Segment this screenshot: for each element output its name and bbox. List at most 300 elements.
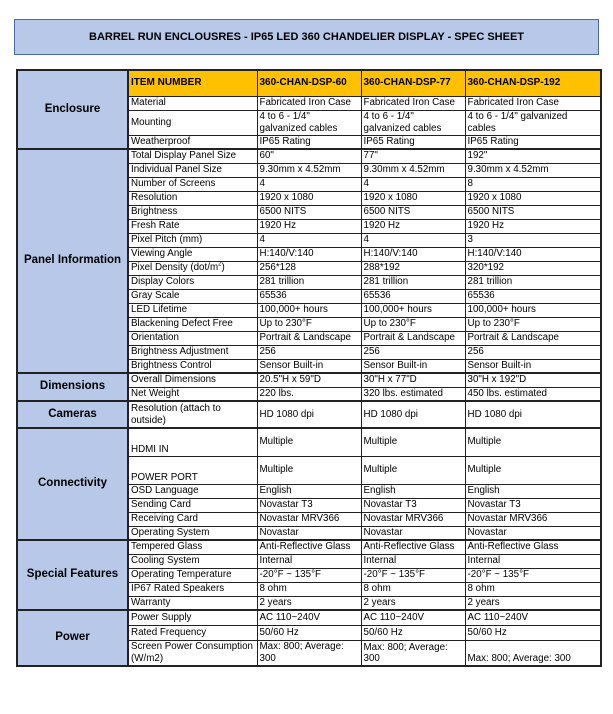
- value-360-chan-dsp-192: [465, 331, 601, 345]
- cell-value: Novastar: [363, 526, 403, 538]
- value-360-chan-dsp-192: [465, 345, 601, 359]
- header-label: ITEM NUMBER: [131, 77, 202, 89]
- row-label: HDMI IN: [131, 443, 169, 455]
- value-360-chan-dsp-77: [361, 205, 465, 219]
- cell-value: 8 ohm: [259, 583, 287, 595]
- row-label-mounting: [128, 110, 257, 135]
- cell-value: Fabricated Iron Case: [259, 97, 351, 109]
- cell-value: 65536: [467, 290, 495, 302]
- cell-value: -20°F ~ 135°F: [363, 569, 425, 581]
- category-label: Enclosure: [44, 102, 101, 115]
- cell-value: 50/60 Hz: [363, 626, 403, 638]
- cell-value: 1920 Hz: [363, 220, 400, 232]
- cell-value: Novastar T3: [467, 499, 521, 511]
- row-label: Gray Scale: [131, 290, 180, 302]
- cell-value: Fabricated Iron Case: [467, 97, 559, 109]
- cell-value: 4 to 6 - 1/4" galvanized cables: [259, 110, 338, 134]
- model-number: 360-CHAN-DSP-60: [259, 77, 347, 89]
- value-360-chan-dsp-77: [361, 317, 465, 331]
- value-360-chan-dsp-192: [465, 233, 601, 247]
- row-label-fresh-rate: [128, 219, 257, 233]
- value-360-chan-dsp-192: [465, 261, 601, 275]
- row-label-led-lifetime: [128, 303, 257, 317]
- value-360-chan-dsp-192: [465, 149, 601, 163]
- row-label: Cooling System: [131, 555, 200, 567]
- value-360-chan-dsp-60: [257, 303, 361, 317]
- value-360-chan-dsp-60: [257, 289, 361, 303]
- row-label-brightness: [128, 205, 257, 219]
- model-number: 360-CHAN-DSP-77: [363, 77, 451, 89]
- cell-value: HD 1080 dpi: [259, 408, 314, 420]
- cell-value: 320*192: [467, 262, 505, 274]
- cell-value: Multiple: [259, 464, 294, 476]
- value-360-chan-dsp-77: [361, 289, 465, 303]
- cell-value: Up to 230°F: [363, 318, 416, 330]
- value-360-chan-dsp-192: [465, 289, 601, 303]
- row-label: Viewing Angle: [131, 248, 193, 260]
- row-label: Sending Card: [131, 499, 191, 511]
- value-360-chan-dsp-192: [465, 401, 601, 428]
- value-360-chan-dsp-77: [361, 554, 465, 568]
- value-360-chan-dsp-77: [361, 526, 465, 540]
- table-row: [17, 428, 601, 456]
- value-360-chan-dsp-192: [465, 247, 601, 261]
- model-number: 360-CHAN-DSP-192: [467, 77, 561, 89]
- cell-value: Novastar T3: [363, 499, 417, 511]
- cell-value: Portrait & Landscape: [467, 332, 559, 344]
- row-label-tempered-glass: [128, 540, 257, 554]
- value-360-chan-dsp-192: [465, 275, 601, 289]
- value-360-chan-dsp-60: [257, 275, 361, 289]
- value-360-chan-dsp-77: [361, 219, 465, 233]
- value-360-chan-dsp-192: [465, 428, 601, 456]
- cell-value: 6500 NITS: [363, 206, 411, 218]
- cell-value: 2 years: [467, 596, 500, 608]
- cell-value: 4: [259, 178, 265, 190]
- row-label-pixel-density-dot-m: [128, 261, 257, 275]
- cell-value: Up to 230°F: [467, 318, 520, 330]
- row-label-material: [128, 96, 257, 110]
- category-label: Panel Information: [23, 254, 122, 267]
- cell-value: IP65 Rating: [467, 135, 519, 147]
- cell-value: 450 lbs. estimated: [467, 387, 548, 399]
- cell-value: 281 trillion: [467, 276, 513, 288]
- cell-value: -20°F ~ 135°F: [467, 569, 529, 581]
- row-label: Resolution: [131, 192, 178, 204]
- value-360-chan-dsp-60: [257, 191, 361, 205]
- value-360-chan-dsp-60: [257, 610, 361, 625]
- row-label: LED Lifetime: [131, 304, 188, 316]
- row-label: Power Supply: [131, 611, 192, 623]
- header-model-360-chan-dsp-192: [465, 70, 601, 96]
- value-360-chan-dsp-77: [361, 456, 465, 484]
- cell-value: Multiple: [363, 464, 398, 476]
- value-360-chan-dsp-192: [465, 640, 601, 666]
- row-label-sending-card: [128, 498, 257, 512]
- value-360-chan-dsp-60: [257, 331, 361, 345]
- cell-value: 281 trillion: [259, 276, 305, 288]
- row-label-power-supply: [128, 610, 257, 625]
- row-label-individual-panel-size: [128, 163, 257, 177]
- cell-value: 220 lbs.: [259, 387, 294, 399]
- value-360-chan-dsp-77: [361, 484, 465, 498]
- value-360-chan-dsp-192: [465, 568, 601, 582]
- value-360-chan-dsp-192: [465, 191, 601, 205]
- value-360-chan-dsp-77: [361, 540, 465, 554]
- category-label: Power: [55, 631, 90, 644]
- row-label: Pixel Pitch (mm): [131, 234, 203, 246]
- cell-value: Novastar MRV366: [259, 513, 340, 525]
- value-360-chan-dsp-192: [465, 135, 601, 149]
- value-360-chan-dsp-60: [257, 233, 361, 247]
- table-row: [17, 149, 601, 163]
- value-360-chan-dsp-60: [257, 596, 361, 610]
- cell-value: HD 1080 dpi: [363, 408, 418, 420]
- header-item-number: [128, 70, 257, 96]
- value-360-chan-dsp-60: [257, 135, 361, 149]
- cell-value: 320 lbs. estimated: [363, 387, 444, 399]
- value-360-chan-dsp-60: [257, 345, 361, 359]
- cell-value: Portrait & Landscape: [259, 332, 351, 344]
- cell-value: 1920 Hz: [467, 220, 504, 232]
- category-label: Connectivity: [37, 477, 107, 490]
- row-label-net-weight: [128, 387, 257, 401]
- row-label: Pixel Density (dot/m: [131, 262, 219, 274]
- value-360-chan-dsp-192: [465, 205, 601, 219]
- cell-value: Anti-Reflective Glass: [467, 541, 559, 553]
- value-360-chan-dsp-77: [361, 275, 465, 289]
- row-label: Net Weight: [131, 387, 180, 399]
- row-label: Brightness: [131, 206, 178, 218]
- value-360-chan-dsp-77: [361, 261, 465, 275]
- value-360-chan-dsp-77: [361, 331, 465, 345]
- cell-value: 8: [467, 178, 473, 190]
- row-label: Resolution (attach to outside): [131, 402, 221, 426]
- row-label-power-port: [128, 456, 257, 484]
- cell-value: Novastar MRV366: [467, 513, 548, 525]
- cell-value: 9.30mm x 4.52mm: [363, 164, 445, 176]
- value-360-chan-dsp-60: [257, 373, 361, 387]
- value-360-chan-dsp-60: [257, 387, 361, 401]
- cell-value: 30"H x 77"D: [363, 374, 417, 386]
- cell-value: English: [363, 485, 396, 497]
- row-label-tail: ): [221, 262, 225, 274]
- row-label: Rated Frequency: [131, 626, 207, 638]
- value-360-chan-dsp-60: [257, 219, 361, 233]
- value-360-chan-dsp-77: [361, 110, 465, 135]
- cell-value: 9.30mm x 4.52mm: [259, 164, 341, 176]
- row-label-gray-scale: [128, 289, 257, 303]
- value-360-chan-dsp-192: [465, 373, 601, 387]
- cell-value: 100,000+ hours: [259, 304, 328, 316]
- value-360-chan-dsp-77: [361, 428, 465, 456]
- value-360-chan-dsp-192: [465, 177, 601, 191]
- value-360-chan-dsp-77: [361, 345, 465, 359]
- cell-value: 3: [467, 234, 473, 246]
- row-label-total-display-panel-size: [128, 149, 257, 163]
- row-label-blackening-defect-free: [128, 317, 257, 331]
- row-label: Operating Temperature: [131, 569, 232, 581]
- category-label: Dimensions: [39, 380, 106, 393]
- value-360-chan-dsp-192: [465, 303, 601, 317]
- table-row: [17, 610, 601, 625]
- table-row: [17, 401, 601, 428]
- row-label-resolution-attach-to-outside: [128, 401, 257, 428]
- cell-value: 9.30mm x 4.52mm: [467, 164, 549, 176]
- value-360-chan-dsp-60: [257, 177, 361, 191]
- value-360-chan-dsp-60: [257, 498, 361, 512]
- value-360-chan-dsp-60: [257, 205, 361, 219]
- cell-value: 50/60 Hz: [467, 626, 507, 638]
- category-label: Cameras: [48, 407, 97, 420]
- row-label: Display Colors: [131, 276, 195, 288]
- value-360-chan-dsp-60: [257, 512, 361, 526]
- cell-value: 4: [363, 234, 369, 246]
- cell-value: 4 to 6 - 1/4" galvanized cables: [363, 110, 442, 134]
- cell-value: Novastar: [467, 526, 507, 538]
- value-360-chan-dsp-60: [257, 582, 361, 596]
- cell-value: Max: 800; Average: 300: [467, 653, 571, 665]
- cell-value: Multiple: [467, 464, 502, 476]
- row-label-resolution: [128, 191, 257, 205]
- value-360-chan-dsp-77: [361, 610, 465, 625]
- row-label-hdmi-in: [128, 428, 257, 456]
- spec-sheet-title: BARREL RUN ENCLOUSRES - IP65 LED 360 CHANDELIER DISPLAY - SPEC SHEET: [14, 19, 599, 55]
- row-label-display-colors: [128, 275, 257, 289]
- row-label: IP67 Rated Speakers: [131, 583, 225, 595]
- value-360-chan-dsp-192: [465, 163, 601, 177]
- row-label-orientation: [128, 331, 257, 345]
- row-label: Operating System: [131, 526, 210, 538]
- value-360-chan-dsp-192: [465, 512, 601, 526]
- row-label-weatherproof: [128, 135, 257, 149]
- cell-value: AC 110~240V: [363, 611, 425, 623]
- cell-value: H:140/V:140: [467, 248, 522, 260]
- row-label: Individual Panel Size: [131, 164, 222, 176]
- superscript: 2: [218, 261, 222, 268]
- cell-value: Sensor Built-in: [467, 359, 532, 371]
- cell-value: IP65 Rating: [363, 135, 415, 147]
- value-360-chan-dsp-77: [361, 498, 465, 512]
- value-360-chan-dsp-77: [361, 247, 465, 261]
- header-model-360-chan-dsp-77: [361, 70, 465, 96]
- row-label-viewing-angle: [128, 247, 257, 261]
- value-360-chan-dsp-192: [465, 610, 601, 625]
- value-360-chan-dsp-77: [361, 233, 465, 247]
- row-label-number-of-screens: [128, 177, 257, 191]
- cell-value: 1920 Hz: [259, 220, 296, 232]
- row-label: Material: [131, 97, 166, 109]
- category-label: Special Features: [26, 568, 119, 581]
- value-360-chan-dsp-77: [361, 640, 465, 666]
- category-connectivity: [17, 428, 128, 540]
- value-360-chan-dsp-77: [361, 596, 465, 610]
- row-label-brightness-control: [128, 359, 257, 373]
- value-360-chan-dsp-77: [361, 401, 465, 428]
- value-360-chan-dsp-60: [257, 526, 361, 540]
- spec-table: [16, 69, 602, 667]
- value-360-chan-dsp-60: [257, 359, 361, 373]
- cell-value: 256: [259, 346, 276, 358]
- cell-value: Up to 230°F: [259, 318, 312, 330]
- cell-value: 65536: [363, 290, 391, 302]
- value-360-chan-dsp-192: [465, 554, 601, 568]
- category-special-features: [17, 540, 128, 610]
- value-360-chan-dsp-192: [465, 540, 601, 554]
- header-row: [17, 70, 601, 96]
- value-360-chan-dsp-60: [257, 484, 361, 498]
- cell-value: 65536: [259, 290, 287, 302]
- cell-value: 30"H x 192"D: [467, 374, 527, 386]
- value-360-chan-dsp-192: [465, 359, 601, 373]
- cell-value: 256: [363, 346, 380, 358]
- value-360-chan-dsp-60: [257, 149, 361, 163]
- row-label: Fresh Rate: [131, 220, 180, 232]
- value-360-chan-dsp-60: [257, 110, 361, 135]
- cell-value: H:140/V:140: [363, 248, 418, 260]
- value-360-chan-dsp-192: [465, 110, 601, 135]
- header-model-360-chan-dsp-60: [257, 70, 361, 96]
- category-dimensions: [17, 373, 128, 401]
- value-360-chan-dsp-192: [465, 219, 601, 233]
- row-label-warranty: [128, 596, 257, 610]
- category-cameras: [17, 401, 128, 428]
- row-label-operating-system: [128, 526, 257, 540]
- row-label-receiving-card: [128, 512, 257, 526]
- row-label: Total Display Panel Size: [131, 150, 237, 162]
- value-360-chan-dsp-60: [257, 317, 361, 331]
- value-360-chan-dsp-192: [465, 96, 601, 110]
- cell-value: IP65 Rating: [259, 135, 311, 147]
- cell-value: -20°F ~ 135°F: [259, 569, 321, 581]
- cell-value: 288*192: [363, 262, 401, 274]
- row-label-brightness-adjustment: [128, 345, 257, 359]
- cell-value: 60": [259, 150, 274, 162]
- cell-value: 8 ohm: [363, 583, 391, 595]
- value-360-chan-dsp-77: [361, 512, 465, 526]
- row-label: Blackening Defect Free: [131, 318, 233, 330]
- cell-value: 192": [467, 150, 488, 162]
- value-360-chan-dsp-60: [257, 625, 361, 640]
- row-label: Orientation: [131, 332, 179, 344]
- cell-value: Max: 800; Average: 300: [363, 641, 448, 665]
- value-360-chan-dsp-60: [257, 261, 361, 275]
- value-360-chan-dsp-77: [361, 582, 465, 596]
- cell-value: 256*128: [259, 262, 297, 274]
- row-label: OSD Language: [131, 485, 199, 497]
- value-360-chan-dsp-60: [257, 96, 361, 110]
- cell-value: 8 ohm: [467, 583, 495, 595]
- cell-value: Portrait & Landscape: [363, 332, 455, 344]
- row-label-pixel-pitch-mm: [128, 233, 257, 247]
- row-label-overall-dimensions: [128, 373, 257, 387]
- value-360-chan-dsp-77: [361, 625, 465, 640]
- cell-value: Max: 800; Average: 300: [259, 641, 344, 664]
- cell-value: 20.5"H x 59"D: [259, 374, 321, 386]
- cell-value: 6500 NITS: [259, 206, 307, 218]
- value-360-chan-dsp-60: [257, 640, 361, 666]
- value-360-chan-dsp-77: [361, 135, 465, 149]
- row-label: Warranty: [131, 596, 171, 608]
- cell-value: 1920 x 1080: [259, 192, 314, 204]
- cell-value: 2 years: [259, 596, 292, 608]
- value-360-chan-dsp-60: [257, 163, 361, 177]
- value-360-chan-dsp-77: [361, 359, 465, 373]
- cell-value: Sensor Built-in: [363, 359, 428, 371]
- value-360-chan-dsp-192: [465, 317, 601, 331]
- cell-value: 1920 x 1080: [363, 192, 418, 204]
- row-label: Overall Dimensions: [131, 374, 216, 386]
- cell-value: 50/60 Hz: [259, 626, 299, 638]
- value-360-chan-dsp-192: [465, 387, 601, 401]
- cell-value: 4: [363, 178, 369, 190]
- value-360-chan-dsp-192: [465, 625, 601, 640]
- value-360-chan-dsp-192: [465, 498, 601, 512]
- cell-value: 281 trillion: [363, 276, 409, 288]
- row-label-rated-frequency: [128, 625, 257, 640]
- row-label: Receiving Card: [131, 513, 198, 525]
- cell-value: Anti-Reflective Glass: [363, 541, 455, 553]
- row-label-ip67-rated-speakers: [128, 582, 257, 596]
- value-360-chan-dsp-60: [257, 568, 361, 582]
- value-360-chan-dsp-77: [361, 303, 465, 317]
- cell-value: English: [259, 485, 292, 497]
- row-label: Brightness Adjustment: [131, 346, 229, 358]
- category-power: [17, 610, 128, 666]
- category-panel-information: [17, 149, 128, 373]
- cell-value: Sensor Built-in: [259, 359, 324, 371]
- cell-value: English: [467, 485, 500, 497]
- category-enclosure: [17, 70, 128, 149]
- cell-value: Internal: [467, 555, 501, 567]
- value-360-chan-dsp-77: [361, 149, 465, 163]
- value-360-chan-dsp-60: [257, 247, 361, 261]
- row-label: Tempered Glass: [131, 541, 203, 553]
- cell-value: 6500 NITS: [467, 206, 515, 218]
- cell-value: Multiple: [259, 436, 294, 448]
- cell-value: 100,000+ hours: [363, 304, 432, 316]
- cell-value: 1920 x 1080: [467, 192, 522, 204]
- cell-value: Fabricated Iron Case: [363, 97, 455, 109]
- row-label-operating-temperature: [128, 568, 257, 582]
- value-360-chan-dsp-192: [465, 596, 601, 610]
- cell-value: Anti-Reflective Glass: [259, 541, 351, 553]
- value-360-chan-dsp-192: [465, 484, 601, 498]
- row-label: Mounting: [131, 116, 172, 128]
- value-360-chan-dsp-60: [257, 456, 361, 484]
- row-label: Number of Screens: [131, 178, 216, 190]
- value-360-chan-dsp-192: [465, 582, 601, 596]
- value-360-chan-dsp-60: [257, 428, 361, 456]
- cell-value: Internal: [259, 555, 293, 567]
- row-label: POWER PORT: [131, 471, 198, 483]
- table-row: [17, 373, 601, 387]
- cell-value: HD 1080 dpi: [467, 408, 522, 420]
- row-label: Screen Power Consumption (W/m2): [131, 641, 253, 664]
- value-360-chan-dsp-192: [465, 456, 601, 484]
- value-360-chan-dsp-77: [361, 177, 465, 191]
- value-360-chan-dsp-77: [361, 191, 465, 205]
- value-360-chan-dsp-77: [361, 387, 465, 401]
- value-360-chan-dsp-60: [257, 554, 361, 568]
- cell-value: 256: [467, 346, 484, 358]
- cell-value: 4 to 6 - 1/4" galvanized cables: [467, 110, 568, 134]
- cell-value: H:140/V:140: [259, 248, 314, 260]
- value-360-chan-dsp-77: [361, 568, 465, 582]
- row-label-screen-power-consumption-w-m2: [128, 640, 257, 666]
- cell-value: 77": [363, 150, 378, 162]
- cell-value: Multiple: [363, 436, 398, 448]
